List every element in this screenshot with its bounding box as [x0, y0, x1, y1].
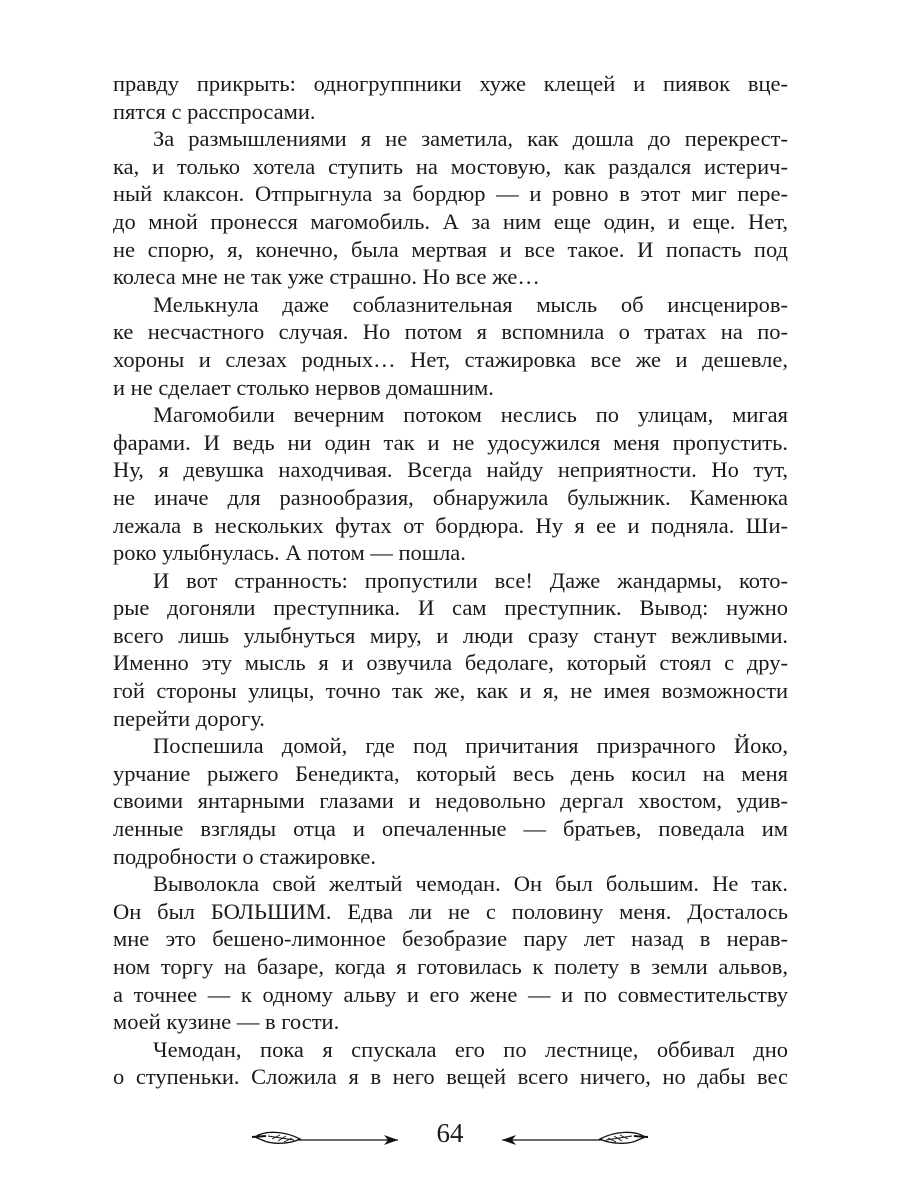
- text-line: гой стороны улицы, точно так же, как и я, не имея возможности: [113, 678, 788, 704]
- text-line: своими янтарными глазами и недовольно дергал хвостом, удив-: [113, 788, 788, 814]
- text-line: и не сделает столько нервов домашним.: [113, 374, 494, 400]
- paragraph: [113, 70, 788, 125]
- text-line: хороны и слезах родных… Нет, стажировка все же и дешевле,: [113, 346, 788, 372]
- page-body-text: [113, 70, 788, 1091]
- text-line: ном торгу на базаре, когда я готовилась к полету в земли альвов,: [113, 954, 788, 979]
- paragraph: [113, 291, 788, 401]
- text-line: Мелькнула даже соблазнительная мысль об инсцениров-: [153, 291, 788, 317]
- text-line: Он был БОЛЬШИМ. Едва ли не с половину меня. Досталось: [113, 898, 788, 924]
- text-line: Чемодан, пока я спускала его по лестнице, оббивал дно: [153, 1036, 788, 1062]
- text-line: не спорю, я, конечно, была мертвая и все такое. И попасть под: [113, 236, 788, 262]
- text-line: роко улыбнулась. А потом — пошла.: [113, 540, 466, 566]
- text-line: всего лишь улыбнуться миру, и люди сразу станут вежливыми.: [113, 622, 788, 648]
- text-line: ленные взгляды отца и опечаленные — братьев, поведала им: [113, 816, 788, 842]
- text-line: Магомобили вечерним потоком неслись по улицам, мигая: [153, 402, 788, 428]
- text-line: рые догоняли преступника. И сам преступник. Вывод: нужно: [113, 595, 788, 621]
- text-line: И вот странность: пропустили все! Даже жандармы, кото-: [153, 567, 788, 593]
- text-line: о ступеньки. Сложила я в него вещей всего ничего, но дабы вес: [113, 1064, 788, 1090]
- text-line: не иначе для разнообразия, обнаружила булыжник. Каменюка: [113, 484, 788, 510]
- text-line: правду прикрыть: одногруппники хуже клещей и пиявок вце-: [113, 71, 788, 96]
- text-line: моей кузине — в гости.: [113, 1009, 340, 1035]
- page-footer: [250, 1112, 650, 1156]
- text-line: колеса мне не так уже страшно. Но все же…: [113, 264, 540, 290]
- text-line: а точнее — к одному альву и его жене — и по совместительству: [113, 981, 788, 1007]
- paragraph: [113, 870, 788, 1036]
- text-line: За размышлениями я не заметила, как дошла до перекрест-: [153, 126, 788, 152]
- text-line: урчание рыжего Бенедикта, который весь день косил на меня: [113, 760, 788, 786]
- paragraph: [113, 732, 788, 870]
- text-line: ке несчастного случая. Но потом я вспомнила о тратах на по-: [113, 319, 788, 345]
- paragraph: [113, 401, 788, 567]
- text-line: Именно эту мысль я и озвучила бедолаге, который стоял с дру-: [113, 650, 788, 676]
- text-line: лежала в нескольких футах от бордюра. Ну я ее и подняла. Ши-: [113, 512, 788, 538]
- text-line: Выволокла свой желтый чемодан. Он был большим. Не так.: [153, 871, 788, 897]
- paragraph: [113, 567, 788, 733]
- page-number: 64: [436, 1118, 464, 1148]
- paragraph: [113, 125, 788, 291]
- text-line: пятся с расспросами.: [113, 98, 316, 124]
- text-line: Поспешила домой, где под причитания призрачного Йоко,: [153, 733, 788, 759]
- text-line: ка, и только хотела ступить на мостовую, как раздался истерич-: [113, 153, 788, 179]
- text-line: Ну, я девушка находчивая. Всегда найду неприятности. Но тут,: [113, 457, 788, 483]
- text-line: мне это бешено-лимонное безобразие пару лет назад в нерав-: [113, 926, 788, 952]
- text-line: до мной пронесся магомобиль. А за ним еще один, и еще. Нет,: [113, 208, 788, 234]
- paragraph: [113, 1036, 788, 1091]
- text-line: перейти дорогу.: [113, 705, 265, 731]
- text-line: фарами. И ведь ни один так и не удосужился меня пропустить.: [113, 429, 788, 455]
- text-line: ный клаксон. Отпрыгнула за бордюр — и ровно в этот миг пере-: [113, 181, 788, 207]
- text-line: подробности о стажировке.: [113, 843, 377, 869]
